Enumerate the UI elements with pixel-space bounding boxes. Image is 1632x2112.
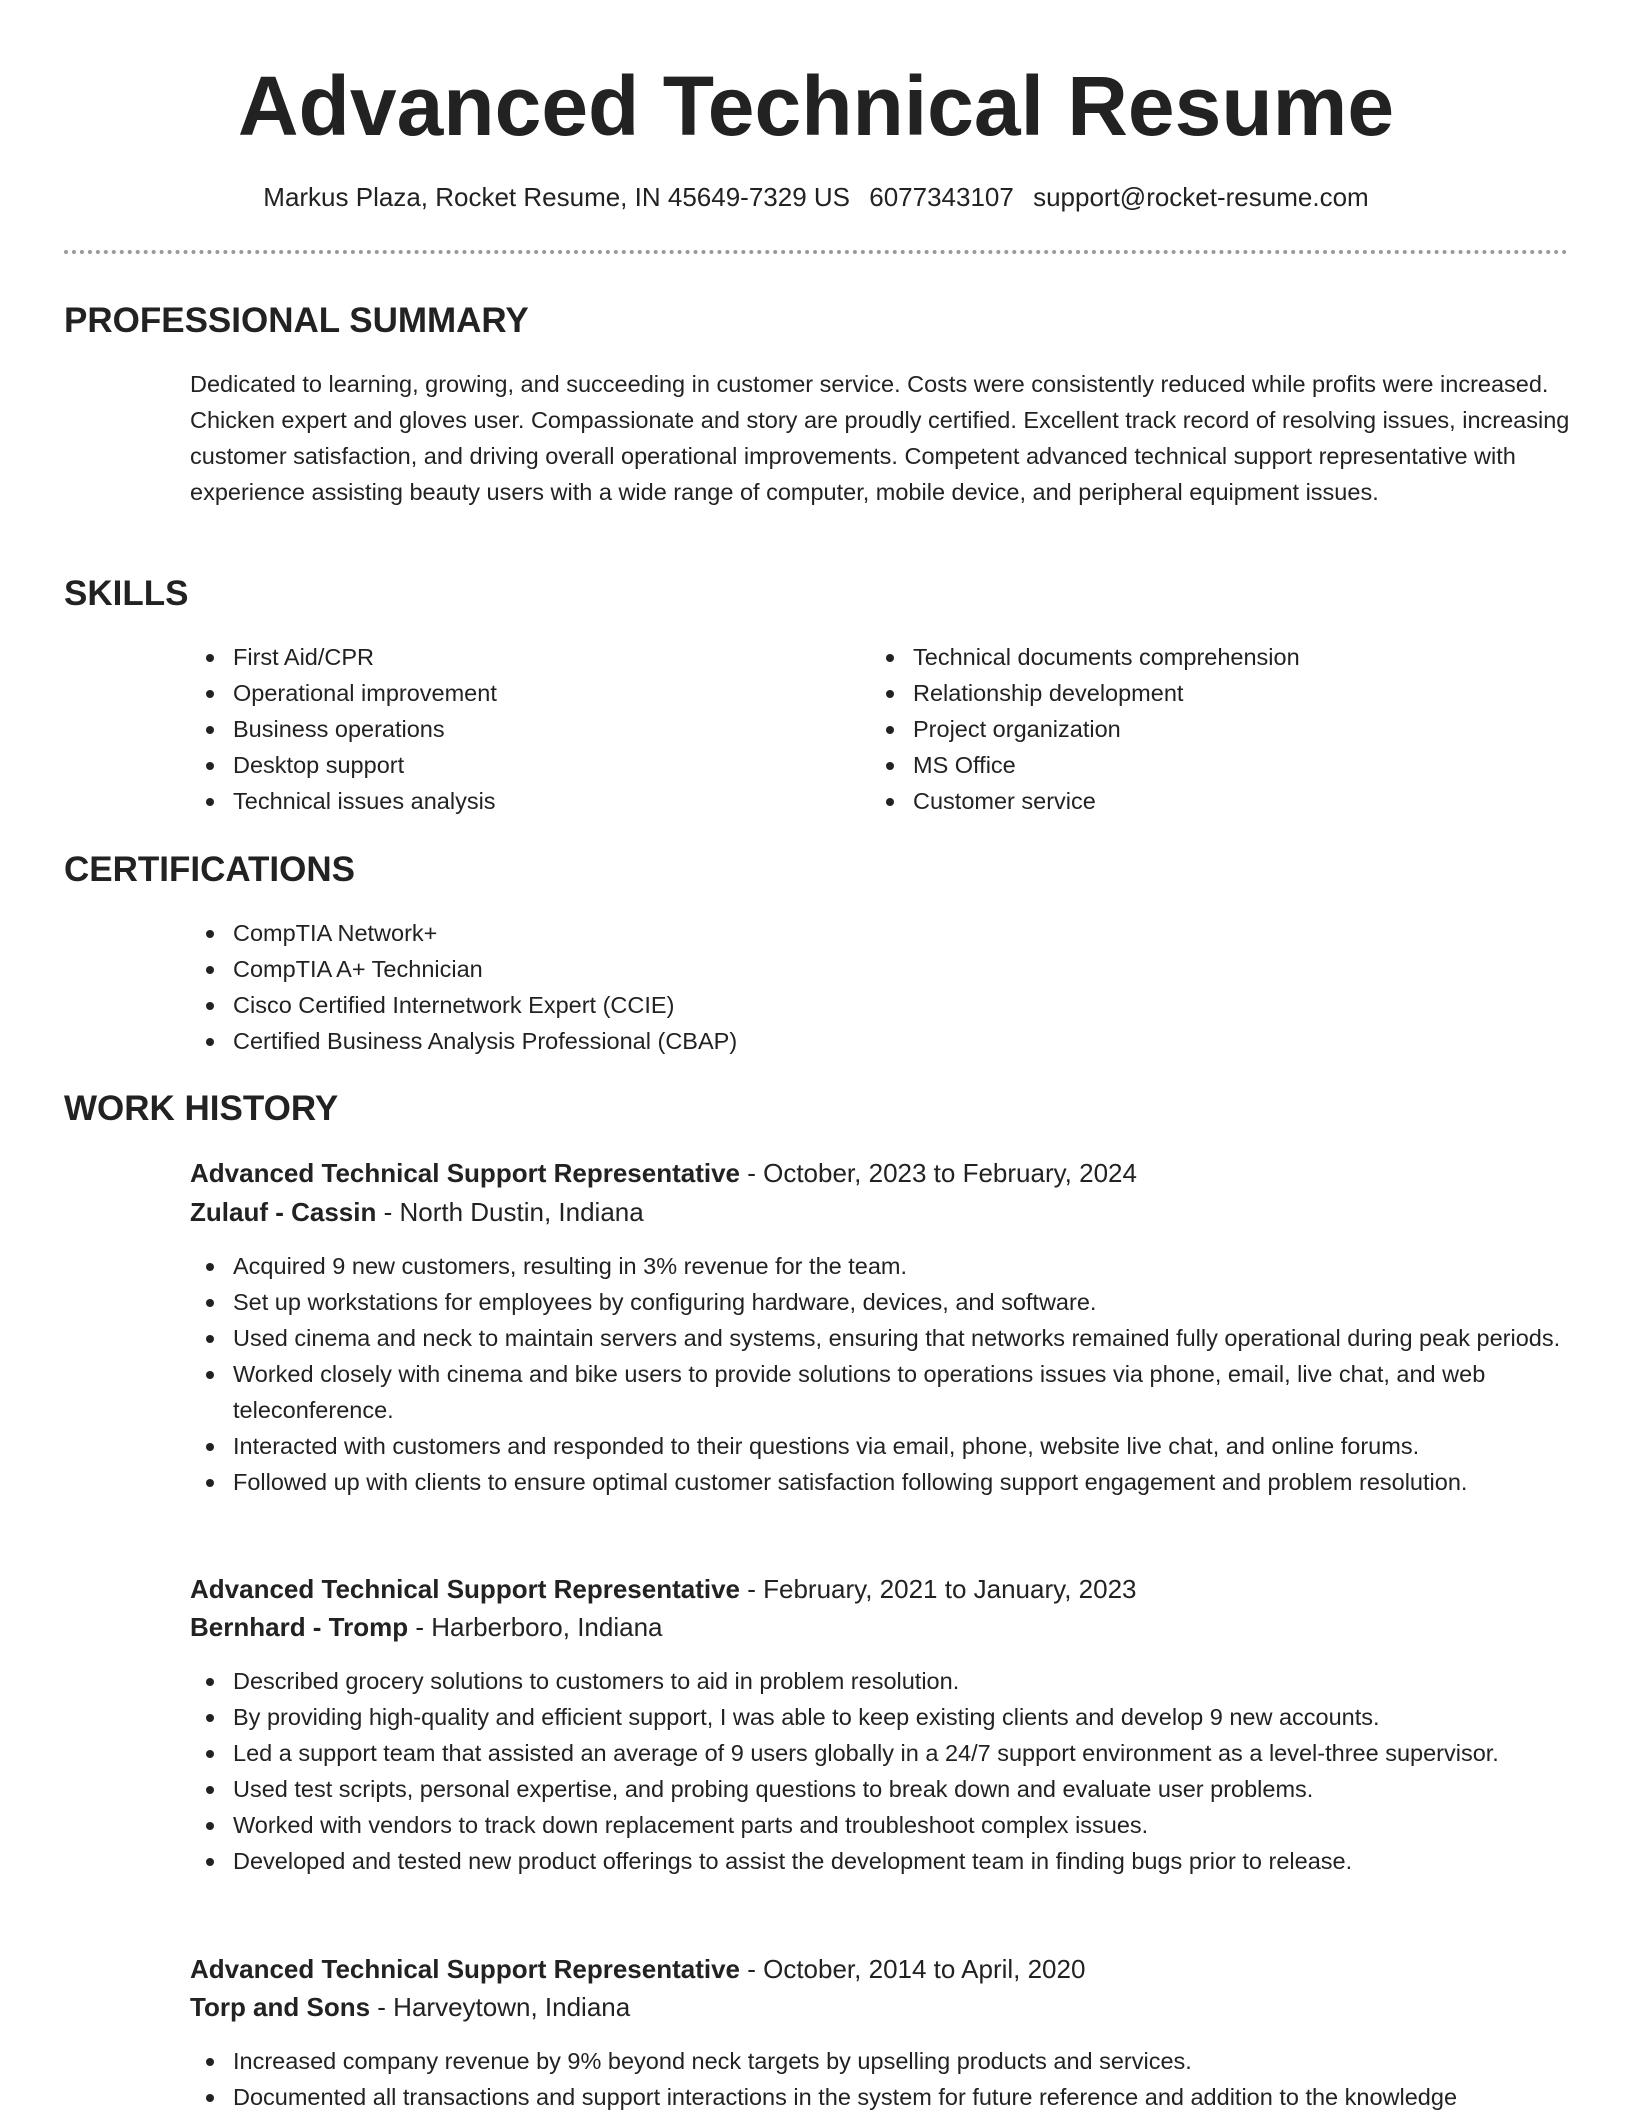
section-heading-certifications: CERTIFICATIONS bbox=[64, 850, 356, 889]
job-title-line bbox=[190, 1570, 1137, 1608]
job-dates: - October, 2023 to February, 2024 bbox=[740, 1158, 1137, 1188]
job-bullets bbox=[190, 2043, 1570, 2112]
job-bullet: Followed up with clients to ensure optimal customer satisfaction following support engagement and problem resolution. bbox=[190, 1464, 1570, 1500]
skill-item: Technical documents comprehension bbox=[870, 639, 1570, 675]
skill-item: Project organization bbox=[870, 711, 1570, 747]
job-bullet: Described grocery solutions to customers to aid in problem resolution. bbox=[190, 1663, 1570, 1699]
skill-item: Technical issues analysis bbox=[190, 783, 850, 819]
job-bullet: Increased company revenue by 9% beyond neck targets by upselling products and services. bbox=[190, 2043, 1570, 2079]
job-title: Advanced Technical Support Representative bbox=[190, 1954, 740, 1984]
section-heading-work-history: WORK HISTORY bbox=[64, 1089, 339, 1128]
job-company: Zulauf - Cassin bbox=[190, 1197, 377, 1227]
certification-item: Certified Business Analysis Professional (CBAP) bbox=[190, 1023, 1570, 1059]
job-location: - North Dustin, Indiana bbox=[376, 1197, 644, 1227]
certifications-list bbox=[190, 915, 1570, 1059]
skill-item: Operational improvement bbox=[190, 675, 850, 711]
job-dates: - October, 2014 to April, 2020 bbox=[740, 1954, 1086, 1984]
job-title: Advanced Technical Support Representative bbox=[190, 1158, 740, 1188]
certification-item: CompTIA Network+ bbox=[190, 915, 1570, 951]
job-bullet: Led a support team that assisted an average of 9 users globally in a 24/7 support environment as a level-three supervisor. bbox=[190, 1735, 1570, 1771]
skills-list-left bbox=[190, 639, 850, 819]
contact-phone: 6077343107 bbox=[869, 182, 1014, 212]
job-company: Torp and Sons bbox=[190, 1992, 371, 2022]
skill-item: First Aid/CPR bbox=[190, 639, 850, 675]
job-bullet: Interacted with customers and responded to their questions via email, phone, website live chat, and online forums. bbox=[190, 1428, 1570, 1464]
certification-item: CompTIA A+ Technician bbox=[190, 951, 1570, 987]
job-bullets bbox=[190, 1248, 1570, 1500]
section-heading-summary: PROFESSIONAL SUMMARY bbox=[64, 301, 529, 340]
job-bullet: Worked with vendors to track down replacement parts and troubleshoot complex issues. bbox=[190, 1807, 1570, 1843]
job-bullet: Set up workstations for employees by configuring hardware, devices, and software. bbox=[190, 1284, 1570, 1320]
job-location: - Harberboro, Indiana bbox=[408, 1612, 663, 1642]
contact-info bbox=[0, 179, 1632, 215]
header-divider bbox=[64, 250, 1568, 254]
job-dates: - February, 2021 to January, 2023 bbox=[740, 1574, 1137, 1604]
skill-item: Relationship development bbox=[870, 675, 1570, 711]
skill-item: MS Office bbox=[870, 747, 1570, 783]
job-company: Bernhard - Tromp bbox=[190, 1612, 409, 1642]
job-bullet: Acquired 9 new customers, resulting in 3% revenue for the team. bbox=[190, 1248, 1570, 1284]
job-bullet: By providing high-quality and efficient support, I was able to keep existing clients and develop 9 new accounts. bbox=[190, 1699, 1570, 1735]
contact-email: support@rocket-resume.com bbox=[1033, 182, 1369, 212]
skill-item: Business operations bbox=[190, 711, 850, 747]
job-bullet: Developed and tested new product offerings to assist the development team in finding bugs prior to release. bbox=[190, 1843, 1570, 1879]
section-heading-skills: SKILLS bbox=[64, 574, 189, 613]
job-company-line bbox=[190, 1608, 663, 1646]
certification-item: Cisco Certified Internetwork Expert (CCIE) bbox=[190, 987, 1570, 1023]
resume-title: Advanced Technical Resume bbox=[237, 59, 1395, 153]
job-title: Advanced Technical Support Representative bbox=[190, 1574, 740, 1604]
summary-text: Dedicated to learning, growing, and succeeding in customer service. Costs were consistently reduced while profits were increased. Chicken expert and gloves user. Compassionate and story are proudly certified. Excellent track record of resolving issues, increasing customer satisfaction, and driving overall operational improvements. Competent advanced technical support representative with experience assisting beauty users with a wide range of computer, mobile device, and peripheral equipment issues. bbox=[190, 371, 1570, 505]
job-title-line bbox=[190, 1950, 1085, 1988]
job-bullet: Used test scripts, personal expertise, and probing questions to break down and evaluate user problems. bbox=[190, 1771, 1570, 1807]
job-bullet: Worked closely with cinema and bike users to provide solutions to operations issues via phone, email, live chat, and web teleconference. bbox=[190, 1356, 1570, 1428]
skills-list-right bbox=[870, 639, 1570, 819]
job-bullet: Documented all transactions and support interactions in the system for future reference and addition to the knowledge bbox=[190, 2079, 1570, 2112]
job-company-line bbox=[190, 1988, 630, 2026]
job-bullets bbox=[190, 1663, 1570, 1879]
job-company-line bbox=[190, 1193, 644, 1231]
skill-item: Customer service bbox=[870, 783, 1570, 819]
contact-address: Markus Plaza, Rocket Resume, IN 45649-7329 US bbox=[263, 182, 850, 212]
job-location: - Harveytown, Indiana bbox=[370, 1992, 631, 2022]
job-title-line bbox=[190, 1154, 1137, 1192]
skill-item: Desktop support bbox=[190, 747, 850, 783]
job-bullet: Used cinema and neck to maintain servers and systems, ensuring that networks remained fully operational during peak periods. bbox=[190, 1320, 1570, 1356]
